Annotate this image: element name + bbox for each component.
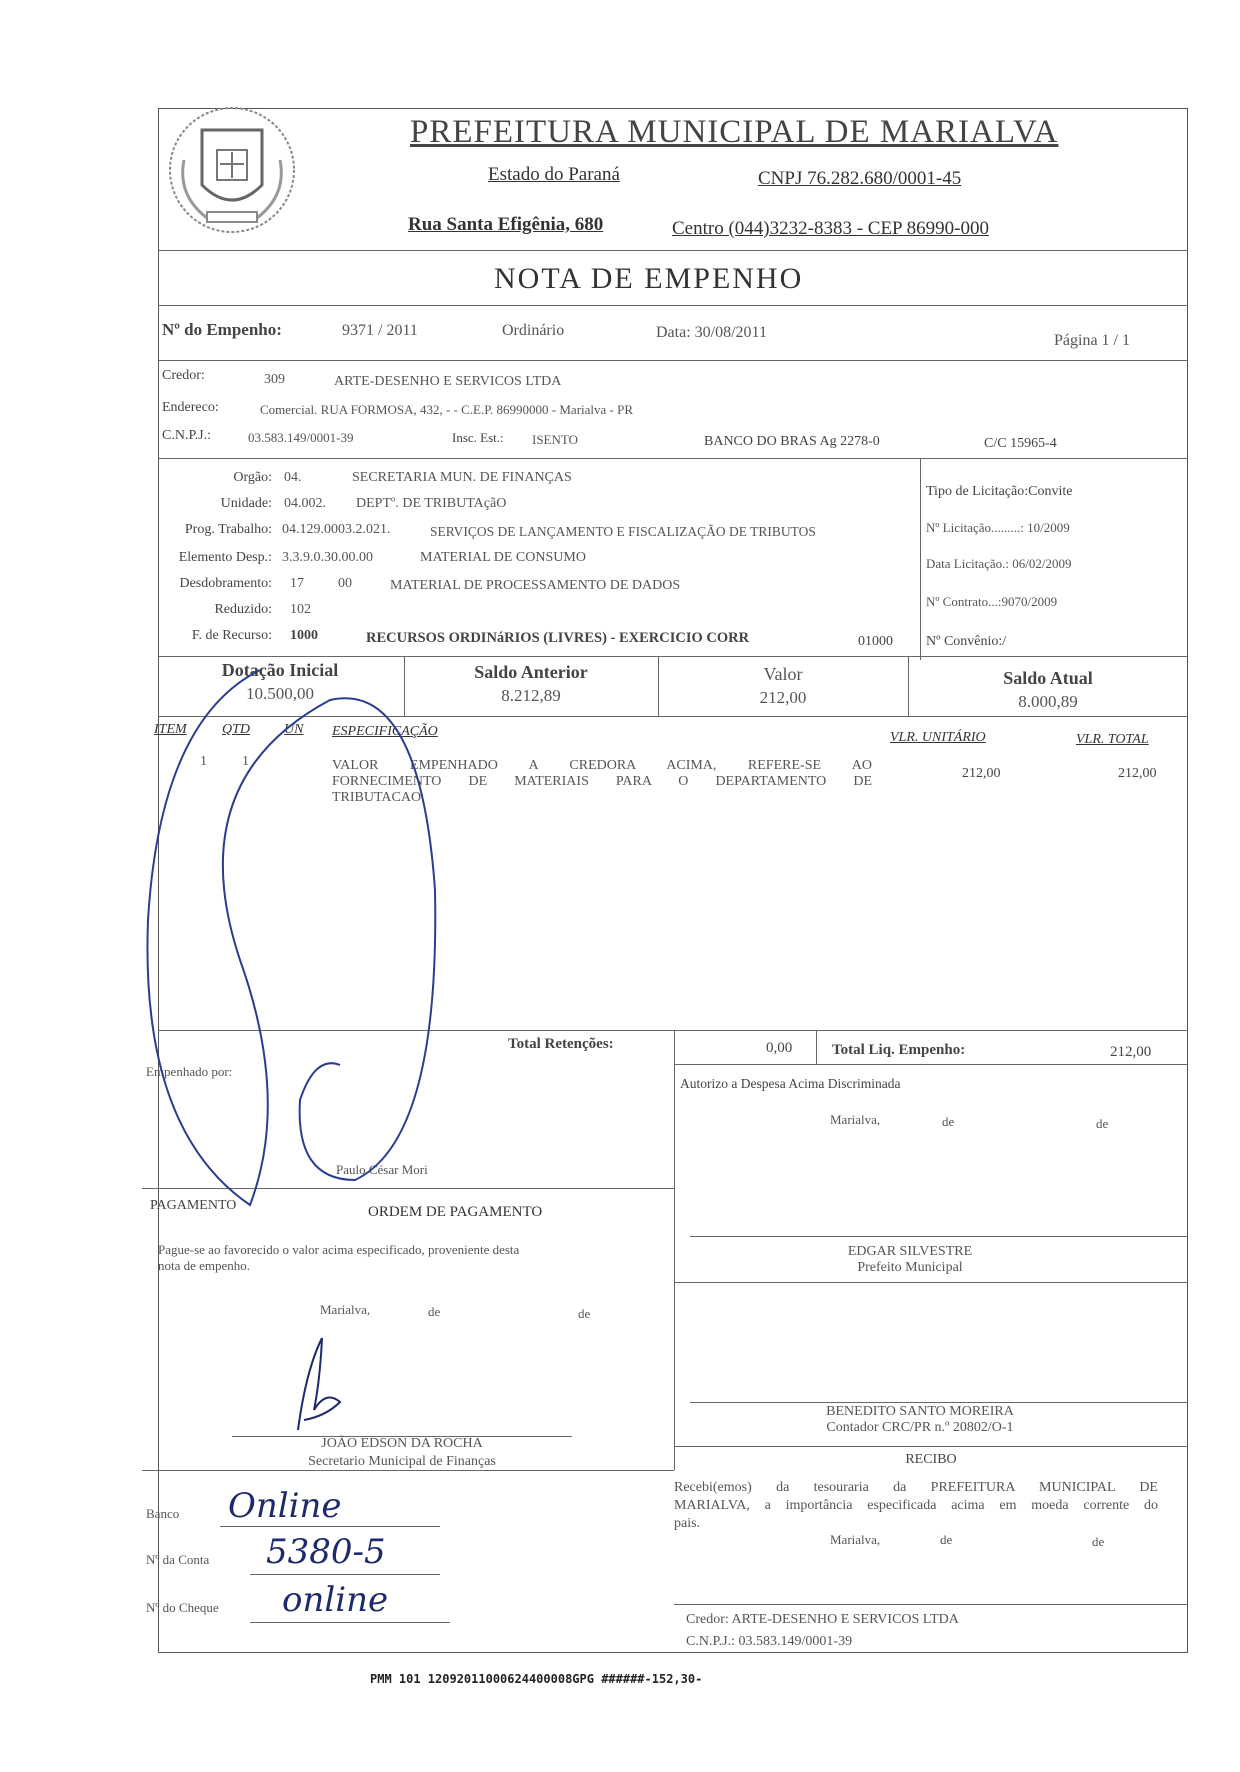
cnpj-label: C.N.P.J.: [162,428,212,443]
prog-desc: SERVIÇOS DE LANÇAMENTO E FISCALIZAÇÃO DE TRIBUTOS [430,524,816,539]
header-address-rest: Centro (044)3232-8383 - CEP 86990-000 [672,218,989,239]
licitacao-data: Data Licitação.: 06/02/2009 [926,556,1072,571]
item-vlr-total: 212,00 [1118,766,1157,781]
total-retencoes-value: 0,00 [766,1040,793,1056]
desdobramento-label: Desdobramento: [179,576,272,591]
elemento-label: Elemento Desp.: [178,550,272,565]
autorizo-de2: de [1096,1116,1109,1131]
divider [250,1622,450,1623]
divider [658,656,659,716]
divider [142,1188,674,1189]
licitacao-contrato: Nº Contrato...:9070/2009 [926,594,1058,609]
divider [674,1064,1188,1065]
divider [158,305,1188,306]
empenho-label: Nº do Empenho: [162,320,282,339]
recibo-text-line1: Recebi(emos) da tesouraria da PREFEITURA MUNICIPAL DE [674,1480,1158,1495]
banco-value-handwritten: Online [228,1486,342,1526]
credor-name: ARTE-DESENHO E SERVICOS LTDA [334,374,562,389]
pagamento-de1: de [428,1304,441,1319]
divider [674,1030,675,1470]
divider [158,656,1188,657]
cc-value: C/C 15965-4 [984,436,1057,451]
divider [674,1604,1188,1605]
col-header-un: UN [284,722,304,737]
autorizo-de1: de [942,1114,955,1129]
secretario-signature [280,1330,360,1440]
recibo-de2: de [1092,1534,1105,1549]
orgao-value: 04. [284,470,302,485]
orgao-desc: SECRETARIA MUN. DE FINANÇAS [352,470,572,485]
divider [920,458,921,660]
empenhado-label: Empenhado por: [146,1064,233,1079]
recurso-value: 1000 [290,628,318,643]
empenhado-name: Paulo César Mori [336,1162,428,1177]
recurso-desc: RECURSOS ORDINáRIOS (LIVRES) - EXERCICIO CORR [366,630,750,646]
licitacao-numero: Nº Licitação.........: 10/2009 [926,520,1070,535]
ordem-pagamento-label: ORDEM DE PAGAMENTO [368,1204,543,1220]
desdobramento-desc: MATERIAL DE PROCESSAMENTO DE DADOS [390,578,681,593]
divider [142,1470,674,1471]
col-header-vlr-total: VLR. TOTAL [1076,732,1149,747]
pagamento-text-line2: nota de empenho. [158,1258,251,1273]
empenho-date: Data: 30/08/2011 [656,324,767,341]
footer-code: PMM 101 12092011000624400008GPG ######-152,30- [370,1672,703,1686]
unidade-value: 04.002. [284,496,326,511]
licitacao-convenio: Nº Convênio:/ [926,634,1007,649]
divider [690,1236,1188,1237]
pagamento-de2: de [578,1306,591,1321]
contador-title: Contador CRC/PR n.º 20802/O-1 [826,1420,1014,1435]
secretario-name: JOÃO EDSON DA ROCHA [321,1436,483,1451]
coat-of-arms-logo [162,100,302,240]
divider [404,656,405,716]
header-cnpj: CNPJ 76.282.680/0001-45 [758,168,962,189]
prog-label: Prog. Trabalho: [184,522,272,537]
divider [158,458,1188,459]
secretario-title: Secretario Municipal de Finanças [308,1454,496,1469]
item-espec-line3: TRIBUTACAO. [332,790,425,805]
divider [908,656,909,716]
prefeito-name: EDGAR SILVESTRE [847,1244,973,1259]
dotacao-label: Dotação Inicial [221,660,339,680]
divider [690,1402,1188,1403]
saldo-anterior-value: 8.212,89 [501,686,561,705]
recurso-code: 01000 [858,634,893,649]
divider [158,1030,1188,1031]
dotacao-value: 10.500,00 [246,684,314,703]
recibo-label: RECIBO [905,1452,957,1467]
empenho-number: 9371 / 2011 [342,322,418,339]
pagamento-label: PAGAMENTO [150,1198,237,1213]
desdobramento-value: 17 [290,576,304,591]
item-vlr-unitario: 212,00 [962,766,1001,781]
col-header-especificacao: ESPECIFICAÇÃO [332,724,438,739]
header-address-street: Rua Santa Efigênia, 680 [408,214,604,235]
credor-code: 309 [264,372,285,387]
cheque-value-handwritten: online [282,1580,389,1620]
empenho-page: Página 1 / 1 [1054,332,1130,349]
saldo-anterior-label: Saldo Anterior [474,662,588,682]
orgao-label: Orgão: [233,470,272,485]
contador-name: BENEDITO SANTO MOREIRA [826,1404,1014,1419]
licitacao-tipo: Tipo de Licitação:Convite [926,484,1073,499]
saldo-atual-label: Saldo Atual [1003,668,1093,688]
recurso-label: F. de Recurso: [191,628,272,643]
recibo-text-line2: MARIALVA, a importância especificada acima em moeda corrente do [674,1498,1158,1513]
prefeito-title: Prefeito Municipal [857,1260,963,1275]
divider [674,1282,1188,1283]
total-liq-label: Total Liq. Empenho: [832,1042,966,1058]
divider [158,716,1188,717]
recibo-place: Marialva, [830,1532,881,1547]
recibo-cnpj: C.N.P.J.: 03.583.149/0001-39 [686,1634,853,1649]
col-header-qtd: QTD [222,722,251,737]
total-liq-value: 212,00 [1110,1044,1152,1060]
autorizo-place: Marialva, [830,1112,881,1127]
conta-label: Nº da Conta [146,1552,210,1567]
unidade-label: Unidade: [220,496,272,511]
item-qtd: 1 [242,754,249,769]
empenho-type: Ordinário [502,322,565,339]
header-title: PREFEITURA MUNICIPAL DE MARIALVA [410,114,1059,150]
divider [158,360,1188,361]
endereco-label: Endereco: [162,400,219,415]
reduzido-value: 102 [290,602,311,617]
item-espec-line2: FORNECIMENTO DE MATERIAIS PARA O DEPARTAMENTO DE [332,774,872,789]
unidade-desc: DEPTº. DE TRIBUTAçãO [356,496,507,511]
endereco-value: Comercial. RUA FORMOSA, 432, - - C.E.P. 86990000 - Marialva - PR [260,402,634,417]
cnpj-value: 03.583.149/0001-39 [248,430,354,445]
conta-value-handwritten: 5380-5 [266,1532,386,1572]
divider [158,250,1188,251]
insc-label: Insc. Est.: [452,430,504,445]
credor-label: Credor: [162,368,205,383]
desdobramento-value2: 00 [338,576,352,591]
reduzido-label: Reduzido: [214,602,272,617]
recibo-credor: Credor: ARTE-DESENHO E SERVICOS LTDA [686,1612,959,1627]
item-espec-line1: VALOR EMPENHADO A CREDORA ACIMA, REFERE-SE AO [332,758,872,773]
header-state: Estado do Paraná [488,164,620,185]
banco-label: Banco [146,1506,180,1521]
valor-value: 212,00 [759,688,807,707]
insc-value: ISENTO [532,432,578,447]
recibo-text-line3: pais. [674,1516,701,1531]
banco-value: BANCO DO BRAS Ag 2278-0 [704,434,880,449]
col-header-item: ITEM [154,722,187,737]
saldo-atual-value: 8.000,89 [1018,692,1078,711]
total-retencoes-label: Total Retenções: [508,1036,614,1052]
col-header-vlr-unitario: VLR. UNITÁRIO [890,730,986,745]
divider [250,1574,440,1575]
document-title: NOTA DE EMPENHO [494,262,804,295]
divider [816,1030,817,1064]
pagamento-text-line1: Pague-se ao favorecido o valor acima especificado, proveniente desta [158,1242,520,1257]
divider [220,1526,440,1527]
elemento-desc: MATERIAL DE CONSUMO [420,550,586,565]
autorizo-text: Autorizo a Despesa Acima Discriminada [680,1076,901,1091]
recibo-de1: de [940,1532,953,1547]
prog-value: 04.129.0003.2.021. [282,522,391,537]
divider [674,1446,1188,1447]
valor-label: Valor [763,664,803,684]
pagamento-place: Marialva, [320,1302,371,1317]
elemento-value: 3.3.9.0.30.00.00 [282,550,373,565]
item-number: 1 [200,754,207,769]
cheque-label: Nº do Cheque [146,1600,219,1615]
